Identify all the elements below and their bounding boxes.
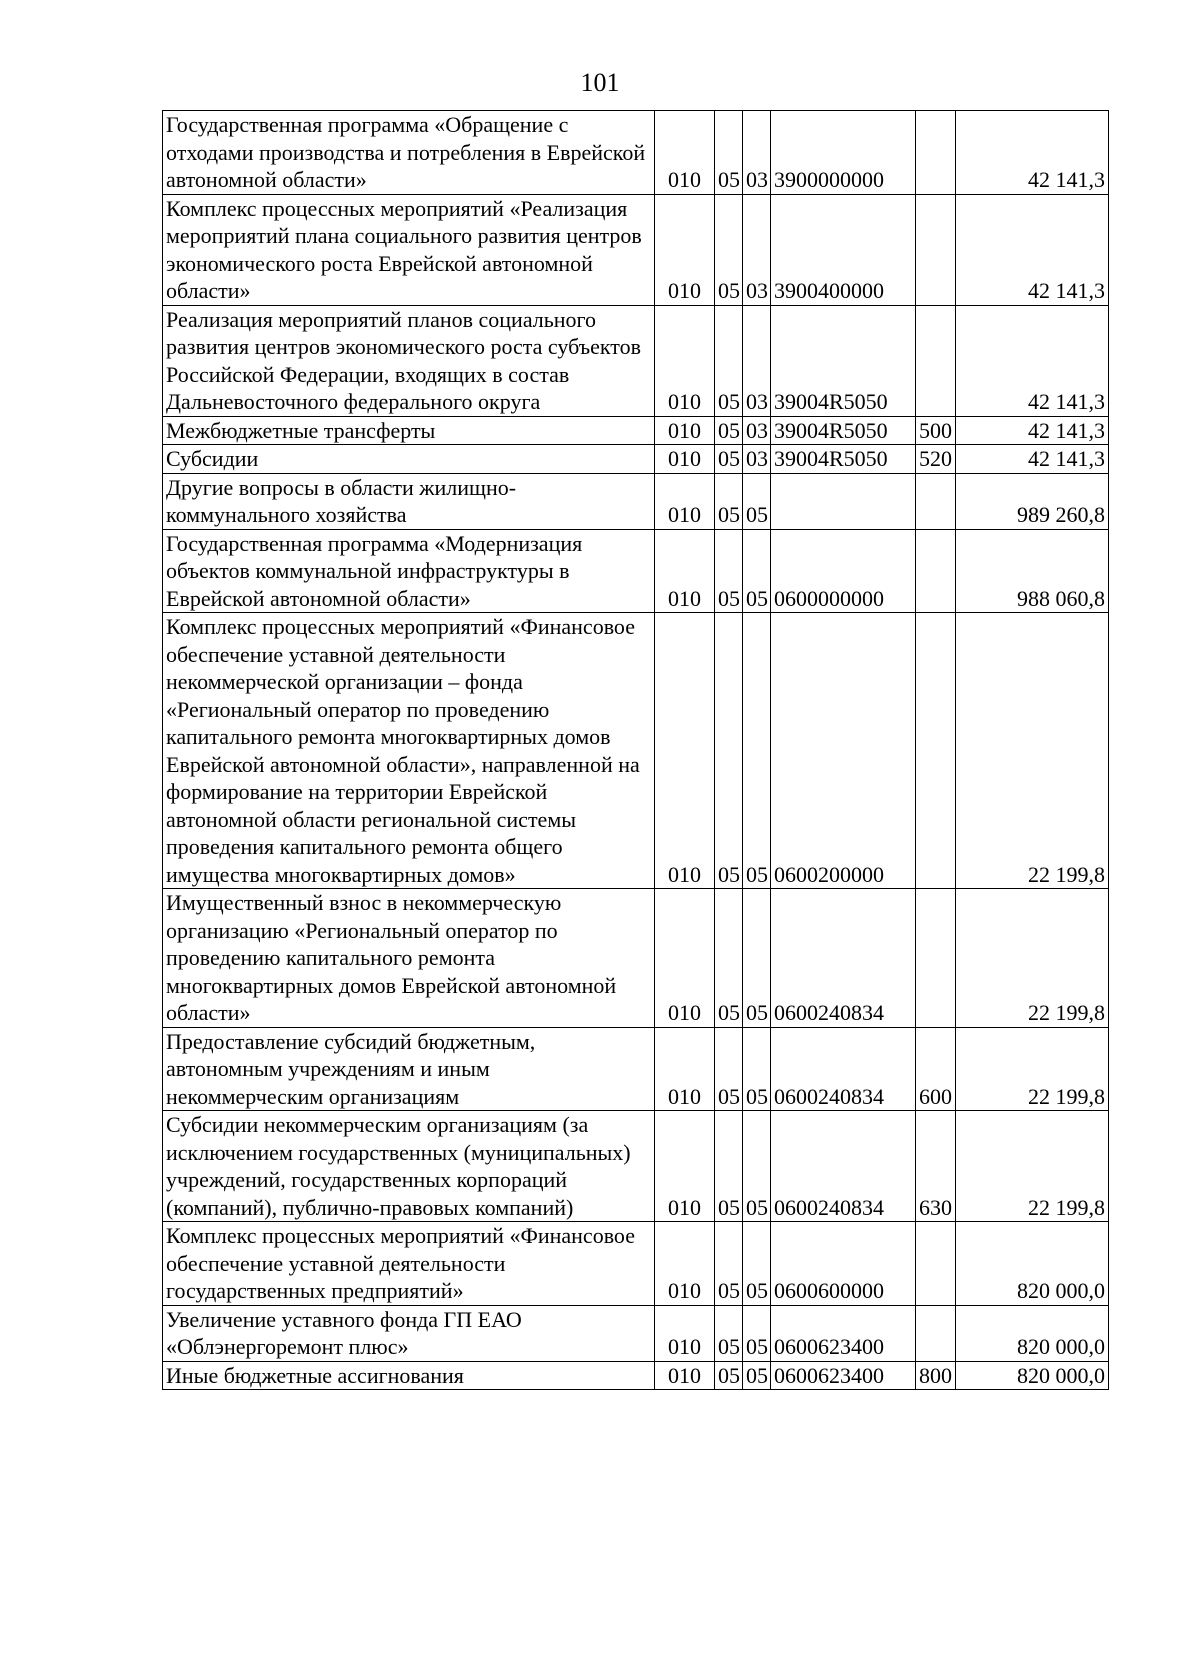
- expense-type-cell: 630: [916, 1111, 956, 1222]
- table-row: [163, 1361, 1109, 1390]
- subsection-code-cell: 03: [743, 111, 771, 195]
- amount-cell: 22 199,8: [956, 1027, 1109, 1111]
- row-name-cell: Иные бюджетные ассигнования: [163, 1361, 655, 1390]
- section-code-cell: 05: [715, 613, 743, 889]
- amount-cell: 22 199,8: [956, 1111, 1109, 1222]
- target-article-cell: 0600000000: [771, 529, 916, 613]
- ministry-code-cell: 010: [655, 194, 715, 305]
- target-article-cell: 0600623400: [771, 1361, 916, 1390]
- target-article-cell: 0600200000: [771, 613, 916, 889]
- ministry-code-cell: 010: [655, 473, 715, 529]
- amount-cell: 42 141,3: [956, 111, 1109, 195]
- target-article-cell: 0600240834: [771, 1027, 916, 1111]
- ministry-code-cell: 010: [655, 1222, 715, 1306]
- target-article-cell: 3900000000: [771, 111, 916, 195]
- expense-type-cell: [916, 194, 956, 305]
- section-code-cell: 05: [715, 1361, 743, 1390]
- amount-cell: 988 060,8: [956, 529, 1109, 613]
- expense-type-cell: 500: [916, 416, 956, 445]
- section-code-cell: 05: [715, 529, 743, 613]
- subsection-code-cell: 05: [743, 1305, 771, 1361]
- subsection-code-cell: 05: [743, 1361, 771, 1390]
- page-number: 101: [580, 68, 620, 97]
- row-name-cell: Другие вопросы в области жилищно-коммунального хозяйства: [163, 473, 655, 529]
- row-name-cell: Комплекс процессных мероприятий «Финансовое обеспечение уставной деятельности некоммерческой организации – фонда «Региональный оператор по проведению капитального ремонта многоквартирных домов Еврейской автономной области», направленной на формирование на территории Еврейской автономной области региональной системы проведения капитального ремонта общего имущества многоквартирных домов»: [163, 613, 655, 889]
- amount-cell: 22 199,8: [956, 889, 1109, 1028]
- amount-cell: 22 199,8: [956, 613, 1109, 889]
- row-name-cell: Государственная программа «Модернизация объектов коммунальной инфраструктуры в Еврейской автономной области»: [163, 529, 655, 613]
- expense-type-cell: [916, 1222, 956, 1306]
- amount-cell: 820 000,0: [956, 1305, 1109, 1361]
- row-name-cell: Имущественный взнос в некоммерческую организацию «Региональный оператор по проведению капитального ремонта многоквартирных домов Еврейской автономной области»: [163, 889, 655, 1028]
- target-article-cell: 39004R5050: [771, 305, 916, 416]
- table-row: [163, 194, 1109, 305]
- section-code-cell: 05: [715, 473, 743, 529]
- row-name-cell: Увеличение уставного фонда ГП ЕАО «Облэнергоремонт плюс»: [163, 1305, 655, 1361]
- section-code-cell: 05: [715, 416, 743, 445]
- target-article-cell: [771, 473, 916, 529]
- expense-type-cell: [916, 1305, 956, 1361]
- row-name-cell: Комплекс процессных мероприятий «Реализация мероприятий плана социального развития центров экономического роста Еврейской автономной области»: [163, 194, 655, 305]
- target-article-cell: 0600623400: [771, 1305, 916, 1361]
- ministry-code-cell: 010: [655, 1027, 715, 1111]
- expense-type-cell: 800: [916, 1361, 956, 1390]
- subsection-code-cell: 05: [743, 1222, 771, 1306]
- ministry-code-cell: 010: [655, 1361, 715, 1390]
- target-article-cell: 39004R5050: [771, 416, 916, 445]
- expense-type-cell: [916, 529, 956, 613]
- amount-cell: 42 141,3: [956, 194, 1109, 305]
- ministry-code-cell: 010: [655, 529, 715, 613]
- ministry-code-cell: 010: [655, 416, 715, 445]
- table-row: [163, 613, 1109, 889]
- table-row: [163, 529, 1109, 613]
- table-row: [163, 305, 1109, 416]
- subsection-code-cell: 05: [743, 1111, 771, 1222]
- budget-table: [162, 110, 1109, 1390]
- row-name-cell: Комплекс процессных мероприятий «Финансовое обеспечение уставной деятельности государственных предприятий»: [163, 1222, 655, 1306]
- target-article-cell: 0600240834: [771, 1111, 916, 1222]
- target-article-cell: 3900400000: [771, 194, 916, 305]
- amount-cell: 820 000,0: [956, 1361, 1109, 1390]
- expense-type-cell: [916, 305, 956, 416]
- table-row: [163, 1305, 1109, 1361]
- expense-type-cell: [916, 473, 956, 529]
- amount-cell: 42 141,3: [956, 416, 1109, 445]
- table-row: [163, 445, 1109, 474]
- amount-cell: 42 141,3: [956, 445, 1109, 474]
- row-name-cell: Предоставление субсидий бюджетным, автономным учреждениям и иным некоммерческим организациям: [163, 1027, 655, 1111]
- amount-cell: 820 000,0: [956, 1222, 1109, 1306]
- section-code-cell: 05: [715, 305, 743, 416]
- subsection-code-cell: 05: [743, 889, 771, 1028]
- subsection-code-cell: 05: [743, 613, 771, 889]
- ministry-code-cell: 010: [655, 111, 715, 195]
- target-article-cell: 39004R5050: [771, 445, 916, 474]
- subsection-code-cell: 03: [743, 305, 771, 416]
- target-article-cell: 0600240834: [771, 889, 916, 1028]
- row-name-cell: Межбюджетные трансферты: [163, 416, 655, 445]
- subsection-code-cell: 03: [743, 416, 771, 445]
- table-row: [163, 1222, 1109, 1306]
- table-row: [163, 1027, 1109, 1111]
- section-code-cell: 05: [715, 1027, 743, 1111]
- table-row: [163, 111, 1109, 195]
- budget-table-body: [163, 111, 1109, 1390]
- ministry-code-cell: 010: [655, 305, 715, 416]
- target-article-cell: 0600600000: [771, 1222, 916, 1306]
- table-row: [163, 416, 1109, 445]
- table-row: [163, 889, 1109, 1028]
- expense-type-cell: 600: [916, 1027, 956, 1111]
- expense-type-cell: 520: [916, 445, 956, 474]
- section-code-cell: 05: [715, 1111, 743, 1222]
- subsection-code-cell: 05: [743, 529, 771, 613]
- subsection-code-cell: 03: [743, 194, 771, 305]
- expense-type-cell: [916, 613, 956, 889]
- row-name-cell: Субсидии: [163, 445, 655, 474]
- ministry-code-cell: 010: [655, 889, 715, 1028]
- subsection-code-cell: 05: [743, 1027, 771, 1111]
- subsection-code-cell: 05: [743, 473, 771, 529]
- section-code-cell: 05: [715, 111, 743, 195]
- subsection-code-cell: 03: [743, 445, 771, 474]
- table-row: [163, 473, 1109, 529]
- section-code-cell: 05: [715, 194, 743, 305]
- ministry-code-cell: 010: [655, 1111, 715, 1222]
- section-code-cell: 05: [715, 1222, 743, 1306]
- table-row: [163, 1111, 1109, 1222]
- amount-cell: 42 141,3: [956, 305, 1109, 416]
- row-name-cell: Субсидии некоммерческим организациям (за исключением государственных (муниципальных) учреждений, государственных корпораций (компаний), публично-правовых компаний): [163, 1111, 655, 1222]
- section-code-cell: 05: [715, 1305, 743, 1361]
- row-name-cell: Государственная программа «Обращение с отходами производства и потребления в Еврейской автономной области»: [163, 111, 655, 195]
- ministry-code-cell: 010: [655, 445, 715, 474]
- ministry-code-cell: 010: [655, 1305, 715, 1361]
- amount-cell: 989 260,8: [956, 473, 1109, 529]
- section-code-cell: 05: [715, 889, 743, 1028]
- row-name-cell: Реализация мероприятий планов социального развития центров экономического роста субъектов Российской Федерации, входящих в состав Дальневосточного федерального округа: [163, 305, 655, 416]
- ministry-code-cell: 010: [655, 613, 715, 889]
- section-code-cell: 05: [715, 445, 743, 474]
- expense-type-cell: [916, 111, 956, 195]
- expense-type-cell: [916, 889, 956, 1028]
